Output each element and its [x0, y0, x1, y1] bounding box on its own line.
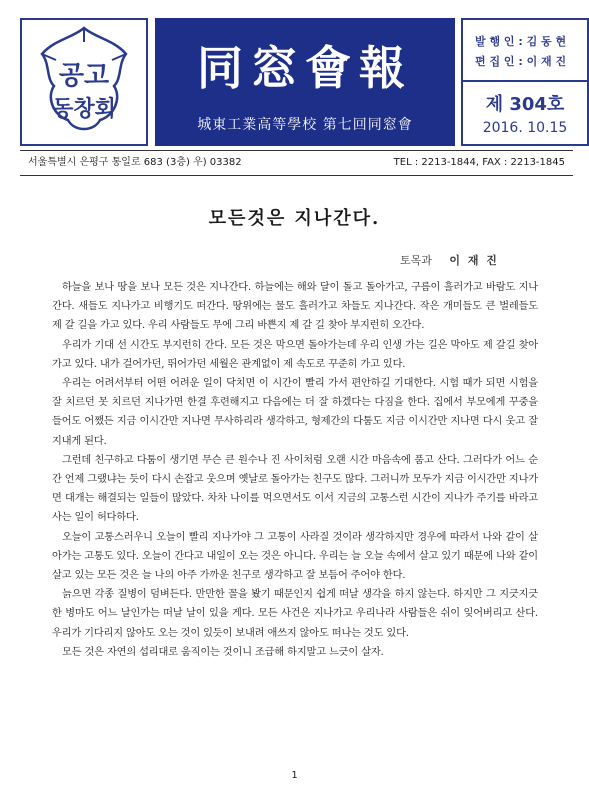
phone-fax: TEL : 2213-1844, FAX : 2213-1845: [393, 157, 565, 168]
byline: [400, 252, 499, 268]
paragraph: 우리가 기대 선 시간도 부지런히 간다. 모든 것은 막으면 돌아가는데 우리 인생 가는 길은 막아도 제 갈길 찾아 가고 있다. 내가 걸어가던, 뛰어가던 세월은 관계없이 제 속도로 꾸준히 가고 있다.: [52, 339, 538, 370]
school-emblem-logo: [20, 18, 148, 146]
paragraph: 오늘이 고통스러우니 오늘이 빨리 지나가야 그 고통이 사라질 것이라 생각하지만 경우에 따라서 나와 같이 살아가는 고통도 있다. 오늘이 간다고 내일이 오는 것은 아니다. 우리는 늘 오늘 속에서 살고 있기 때문에 나와 같이 살고 있는 모든 것은 늘 나의 아주 가까운 친구로 생각하고 잘 보듬어 주어야 한다.: [52, 531, 538, 582]
masthead: [12, 12, 578, 140]
newsletter-title-banner: [155, 18, 455, 146]
postal-address: 서울특별시 은평구 통일로 683 (3층) 우) 03382: [28, 157, 242, 168]
editor-credit: 편 집 인 : 이 재 진: [475, 55, 567, 68]
author-department: 토목과: [400, 254, 432, 267]
address-bar: [20, 150, 573, 176]
paragraph: 모든 것은 자연의 섭리대로 움직이는 것이니 조급해 하지말고 느긋이 살자.: [62, 646, 384, 658]
paragraph: 하늘을 보나 땅을 보나 모든 것은 지나간다. 하늘에는 해와 달이 돌고 돌아가고, 구름이 흘러가고 바람도 지나간다. 새들도 지나가고 비행기도 떠간다. 땅위에는 물도 흘러가고 차들도 지나간다. 작은 개미들도 큰 벌레들도 제 갈 길을 가고 있다. 우리 사람들도 무에 그리 바쁜지 제 갈 길 찾아 부지런히 오간다.: [52, 282, 538, 332]
newsletter-subtitle: 城東工業高等學校 第七回同窓會: [197, 117, 413, 133]
svg-text:공고: 공고: [58, 61, 110, 91]
article-title: 모든것은 지나간다.: [208, 208, 381, 229]
page-number: 1: [291, 770, 298, 781]
article-body: [52, 278, 538, 662]
newsletter-title: 同窓會報: [197, 41, 413, 95]
issue-date: 2016. 10.15: [482, 120, 568, 136]
staff-credits: [475, 32, 587, 72]
paragraph: 그런데 친구하고 다툼이 생기면 무슨 큰 원수나 진 사이처럼 오랜 시간 마음속에 품고 산다. 그러다가 어느 순간 언제 그랬냐는 듯이 다시 손잡고 웃으며 옛날로 돌아가는 친구도 많다. 그러니까 모두가 지금 이시간만 지나가면 대개는 해결되는 일들이 많았다. 차차 나이를 먹으면서도 이서 지금의 고통스런 시간이 지나가 주기를 바라고 사는 일이 허다하다.: [52, 454, 538, 524]
svg-text:동창회: 동창회: [52, 97, 116, 122]
divider: [463, 80, 587, 82]
author-name: 이 재 진: [449, 254, 499, 267]
issue-info-box: [461, 18, 589, 146]
issue-number: 제 304호: [485, 94, 565, 115]
paragraph: 늙으면 각종 질병이 덤벼든다. 만만한 꼴을 봤기 때문인지 쉽게 떠날 생각을 하지 않는다. 하지만 그 지긋지긋한 병마도 어느 날인가는 떠날 날이 있을 게다. 모든 사건은 지나가고 우리나라 사람들은 쉬이 잊어버리고 산다. 우리가 기다리지 않아도 오는 것이 있듯이 보내려 애쓰지 않아도 떠나는 것도 있다.: [52, 589, 538, 639]
paragraph: 우리는 어려서부터 어떤 어려운 일이 닥치면 이 시간이 빨리 가서 편안하길 기대한다. 시험 때가 되면 시험을 잘 치르던 못 치르던 지나가면 한결 후련해지고 다음에는 더 잘 하겠다는 다짐을 한다. 집에서 부모에게 꾸중을 들어도 어쨌든 지금 이시간만 지나면 무사하리라 생각하고, 형제간의 다툼도 지금 이시간만 지나면 다시 웃고 잘 지내게 된다.: [52, 378, 538, 447]
publisher-credit: 발 행 인 : 김 동 현: [475, 35, 567, 48]
